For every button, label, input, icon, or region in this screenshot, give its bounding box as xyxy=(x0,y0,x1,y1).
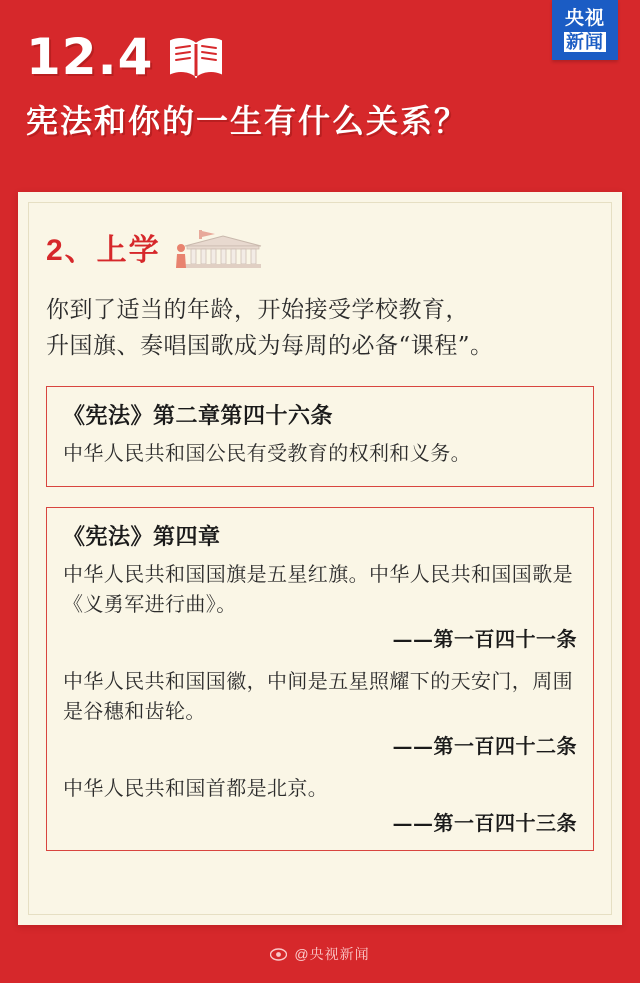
section-title: 2、上学 xyxy=(46,233,161,267)
logo-line-2: 新闻 xyxy=(566,31,604,52)
weibo-eye-icon xyxy=(270,946,287,963)
intro-line-1: 你到了适当的年龄，开始接受学校教育， xyxy=(46,297,469,323)
quote-title: 《宪法》第二章第四十六条 xyxy=(63,403,334,430)
content-card xyxy=(18,192,622,925)
section-title-row xyxy=(46,226,594,275)
date-text: 12.4 xyxy=(26,28,154,86)
footer-watermark xyxy=(0,925,640,983)
page-title: 宪法和你的一生有什么关系？ xyxy=(26,103,469,139)
quote-paragraph: 中华人民共和国国徽，中间是五星照耀下的天安门，周围是谷穗和齿轮。 xyxy=(63,669,573,724)
quote-paragraph: 中华人民共和国公民有受教育的权利和义务。 xyxy=(63,441,471,466)
logo-line-1: 央视 xyxy=(564,8,605,30)
quote-reference: ——第一百四十一条 xyxy=(392,627,577,652)
date-row xyxy=(0,26,640,88)
quote-reference: ——第一百四十三条 xyxy=(392,811,577,836)
poster-header xyxy=(0,0,640,150)
quote-paragraph: 中华人民共和国首都是北京。 xyxy=(63,776,329,801)
intro-paragraph xyxy=(46,293,594,364)
watermark-text: @央视新闻 xyxy=(294,946,370,962)
quote-title: 《宪法》第四章 xyxy=(63,524,221,551)
open-book-icon xyxy=(167,35,225,84)
quote-paragraph: 中华人民共和国国旗是五星红旗。中华人民共和国国歌是《义勇军进行曲》。 xyxy=(63,562,573,617)
intro-line-2: 升国旗、奏唱国歌成为每周的必备“课程”。 xyxy=(46,332,494,359)
quote-box xyxy=(46,507,594,851)
quote-reference: ——第一百四十二条 xyxy=(392,734,577,759)
quote-box xyxy=(46,386,594,487)
school-building-icon xyxy=(175,228,271,275)
